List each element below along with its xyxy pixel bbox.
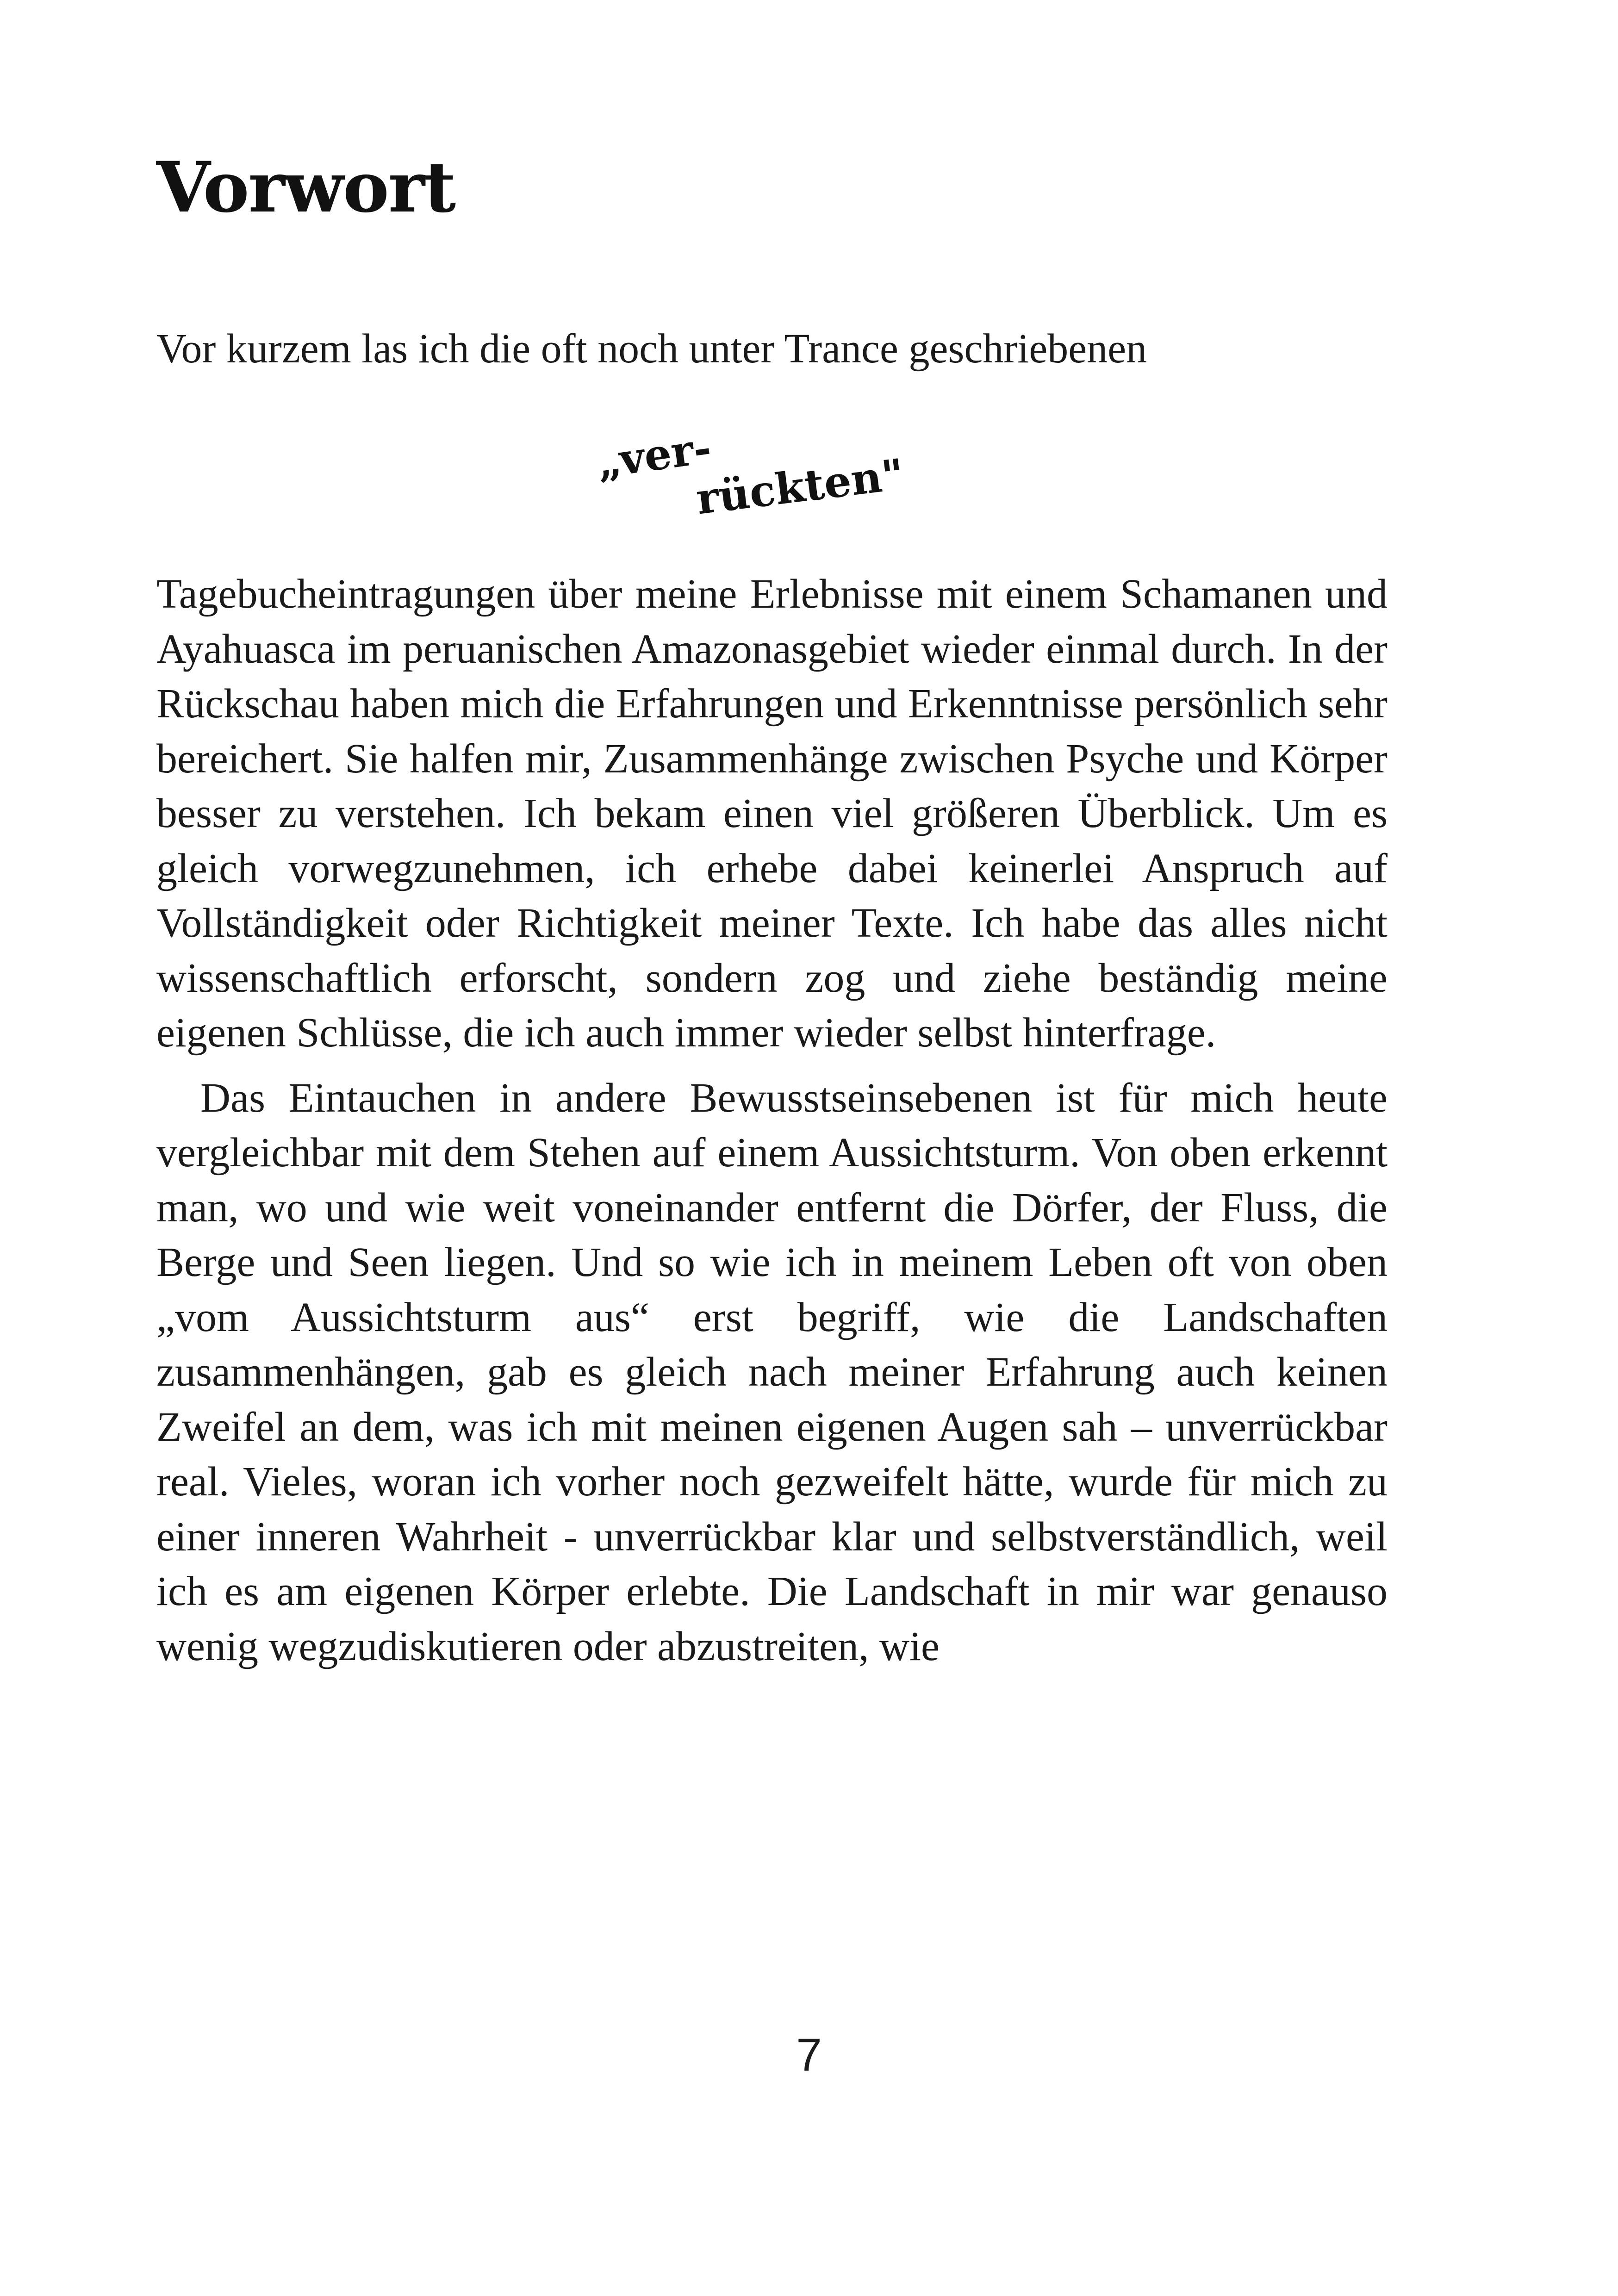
decorative-word-line-1: „ver- xyxy=(593,422,715,488)
decorative-wordart xyxy=(593,422,949,548)
paragraph-1: Tagebucheintragungen über meine Erlebnisse mit einem Schamanen und Ayahuasca im peruanischen Amazonasgebiet wieder einmal durch. In der Rückschau haben mich die Erfahrungen und Erkenntnisse persönlich sehr bereichert. Sie halfen mir, Zusammenhänge zwischen Psyche und Körper besser zu verstehen. Ich bekam einen viel größeren Überblick. Um es gleich vorwegzunehmen, ich erhebe dabei keinerlei Anspruch auf Vollständigkeit oder Richtigkeit meiner Texte. Ich habe das alles nicht wissenschaftlich erforscht, sondern zog und ziehe beständig meine eigenen Schlüsse, die ich auch immer wieder selbst hinterfrage. xyxy=(156,571,1388,1056)
chapter-heading: Vorwort xyxy=(156,147,455,228)
paragraph-2: Das Eintauchen in andere Bewusstseinsebenen ist für mich heute vergleichbar mit dem Stehen auf einem Aussichtsturm. Von oben erkennt man, wo und wie weit voneinander entfernt die Dörfer, der Fluss, die Berge und Seen liegen. Und so wie ich in meinem Leben oft von oben „vom Aussichtsturm aus“ erst begriff, wie die Landschaften zusammenhängen, gab es gleich nach meiner Erfahrung auch keinen Zweifel an dem, was ich mit meinen eigenen Augen sah – unverrückbar real. Vieles, woran ich vorher noch gezweifelt hätte, wurde für mich zu einer inneren Wahrheit - unverrückbar klar und selbstverständlich, weil ich es am eigenen Körper erlebte. Die Landschaft in mir war genauso wenig wegzudiskutieren oder abzustreiten, wie xyxy=(156,1075,1388,1669)
intro-line: Vor kurzem las ich die oft noch unter Trance geschriebenen xyxy=(156,326,1147,372)
page-number: 7 xyxy=(796,2029,822,2081)
decorative-word-line-2: rückten" xyxy=(693,449,907,524)
body-text xyxy=(156,567,1388,1674)
